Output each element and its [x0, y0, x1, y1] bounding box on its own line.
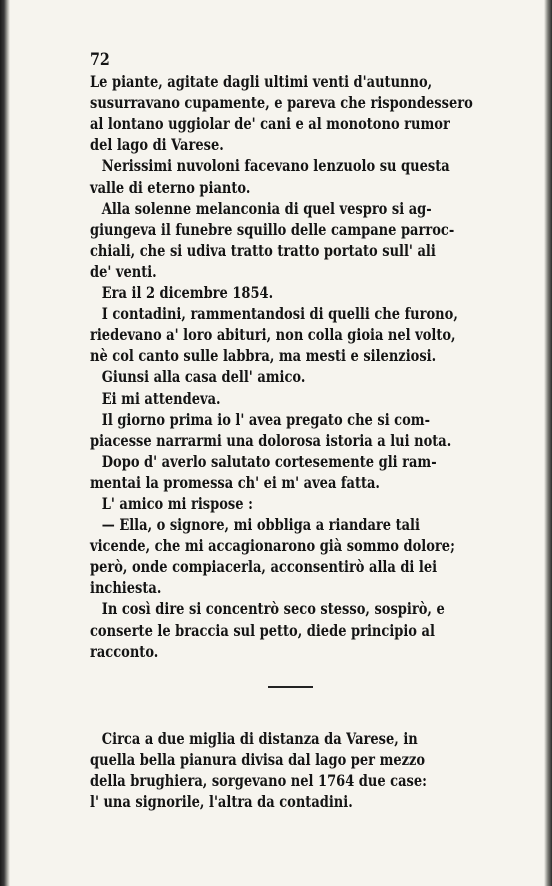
text-line: I contadini, rammentandosi di quelli che furono, — [101, 304, 458, 324]
text-line: mentai la promessa ch' ei m' avea fatta. — [90, 472, 380, 492]
text-line: l' una signorile, l'altra da contadini. — [90, 792, 353, 811]
page-number: 72 — [90, 50, 110, 70]
text-line: chiali, che si udiva tratto tratto portato sull' ali — [90, 240, 436, 260]
text-section-top — [90, 71, 473, 662]
text-line: Ei mi attendeva. — [101, 388, 221, 408]
text-line: al lontano uggiolar de' cani e al monotono rumor — [90, 114, 450, 134]
text-line: Le piante, agitate dagli ultimi venti d'autunno, — [90, 72, 433, 92]
text-line: conserte le braccia sul petto, diede principio al — [90, 620, 435, 640]
text-line: però, onde compiacerla, acconsentirò alla di lei — [90, 557, 438, 577]
text-line: Dopo d' averlo salutato cortesemente gli ram- — [101, 451, 437, 471]
text-line: Circa a due miglia di distanza da Varese, in — [101, 728, 418, 748]
text-line: In così dire si concentrò seco stesso, sospirò, e — [101, 599, 445, 619]
text-line: giungeva il funebre squillo delle campane parroc- — [90, 219, 455, 239]
text-line: Il giorno prima io l' avea pregato che si com- — [101, 409, 430, 429]
text-line: del lago di Varese. — [90, 135, 224, 155]
text-line: vicende, che mi accagionarono già sommo dolore; — [90, 536, 455, 556]
text-line: susurravano cupamente, e pareva che rispondessero — [90, 93, 473, 113]
text-line: Alla solenne melanconia di quel vespro si ag- — [101, 198, 432, 218]
text-line: inchiesta. — [90, 578, 162, 598]
text-section-bottom — [90, 728, 444, 812]
page-text-block — [90, 50, 473, 812]
section-gap-2 — [90, 690, 444, 718]
text-line: — Ella, o signore, mi obbliga a riandare tali — [101, 515, 420, 535]
section-divider — [268, 686, 313, 688]
text-line: quella bella pianura divisa dal lago per mezzo — [90, 749, 426, 769]
text-line: Giunsi alla casa dell' amico. — [101, 367, 306, 387]
page-left-edge-shadow — [0, 0, 10, 886]
text-line: de' venti. — [90, 261, 157, 281]
text-line: piacesse narrarmi una dolorosa istoria a lui nota. — [90, 430, 452, 450]
page-right-edge-shadow — [544, 0, 552, 886]
text-line: Nerissimi nuvoloni facevano lenzuolo su questa — [101, 156, 450, 176]
text-line: Era il 2 dicembre 1854. — [101, 283, 274, 303]
section-gap-3 — [90, 718, 444, 728]
text-line: L' amico mi rispose : — [101, 493, 253, 513]
text-line: riedevano a' loro abituri, non colla gioia nel volto, — [90, 325, 456, 345]
text-line: nè col canto sulle labbra, ma mesti e silenziosi. — [90, 346, 437, 366]
text-line: racconto. — [90, 641, 159, 661]
text-line: valle di eterno pianto. — [90, 177, 251, 197]
text-line: della brughiera, sorgevano nel 1764 due case: — [90, 770, 427, 790]
